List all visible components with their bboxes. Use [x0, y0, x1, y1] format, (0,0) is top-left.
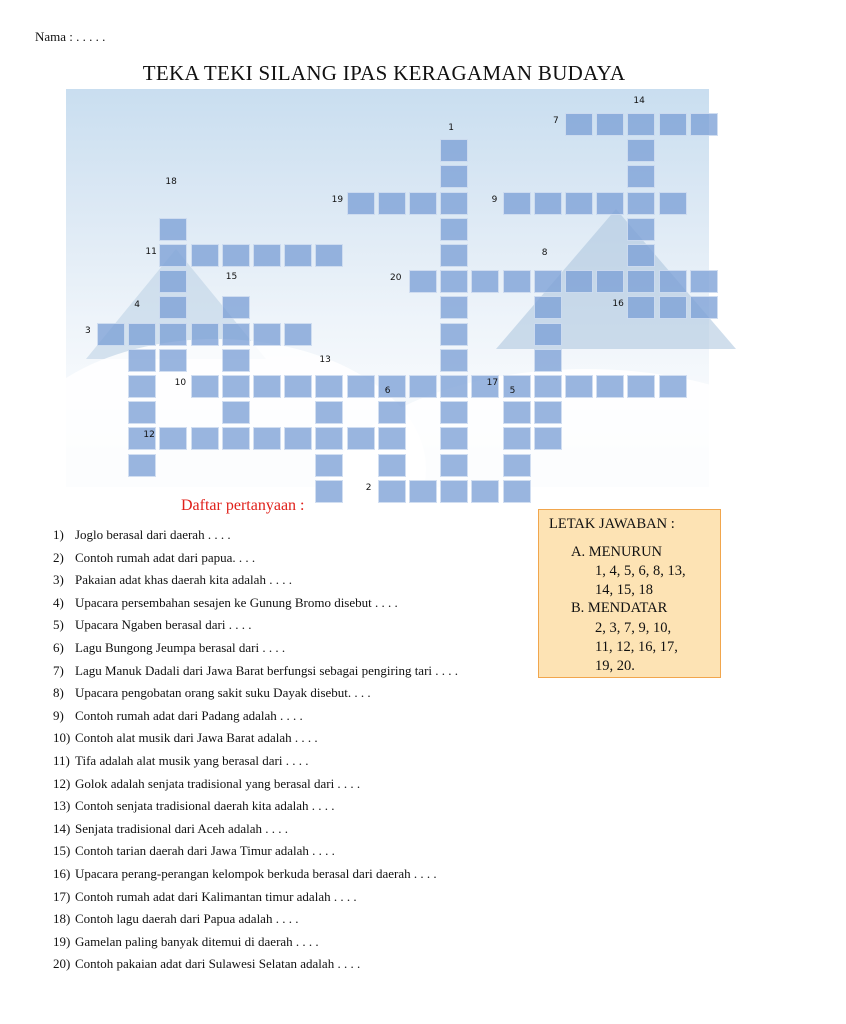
crossword-cell[interactable]	[253, 375, 281, 398]
question-number: 10)	[53, 730, 71, 746]
crossword-cell[interactable]	[503, 192, 531, 215]
question-text: Upacara Ngaben berasal dari . . . .	[75, 617, 252, 633]
crossword-cell[interactable]	[315, 427, 343, 450]
clue-number-14: 14	[633, 96, 645, 106]
crossword-cell[interactable]	[627, 113, 655, 136]
question-item	[53, 798, 335, 814]
question-number: 1)	[53, 527, 64, 542]
question-number: 19)	[53, 933, 71, 949]
question-item	[53, 595, 398, 611]
crossword-cell[interactable]	[471, 480, 499, 503]
crossword-cell[interactable]	[534, 270, 562, 293]
clue-number-4: 4	[134, 300, 140, 311]
crossword-cell[interactable]	[222, 427, 250, 450]
clue-number-2: 2	[365, 482, 372, 493]
across-values-line-3: 19, 20.	[595, 658, 635, 674]
crossword-cell[interactable]	[378, 401, 406, 424]
across-values-line-1: 2, 3, 7, 9, 10,	[595, 620, 672, 636]
crossword-cell[interactable]	[222, 401, 250, 424]
question-text: Contoh pakaian adat dari Sulawesi Selatan adalah . . . .	[75, 956, 361, 972]
clue-number-19: 19	[331, 194, 344, 205]
question-text: Contoh tarian daerah dari Jawa Timur adalah . . . .	[75, 843, 335, 859]
question-number: 7)	[53, 662, 64, 678]
question-item	[53, 572, 292, 588]
crossword-cell[interactable]	[503, 454, 531, 477]
crossword-cell[interactable]	[409, 270, 437, 293]
crossword-cell[interactable]	[596, 113, 624, 136]
clue-number-20: 20	[390, 273, 402, 284]
crossword-cell[interactable]	[627, 244, 655, 267]
question-number: 13)	[53, 798, 71, 814]
question-number: 4)	[53, 594, 64, 610]
crossword-cell[interactable]	[378, 480, 406, 503]
crossword-cell[interactable]	[440, 270, 468, 293]
question-number: 11)	[53, 753, 70, 768]
clue-number-16: 16	[612, 299, 624, 310]
clue-number-18: 18	[165, 176, 177, 187]
crossword-cell[interactable]	[159, 323, 187, 346]
question-text: Upacara perang-perangan kelompok berkuda berasal dari daerah . . . .	[75, 866, 437, 881]
crossword-cell[interactable]	[534, 427, 562, 450]
crossword-cell[interactable]	[222, 323, 250, 346]
down-values-line-2: 14, 15, 18	[595, 582, 653, 598]
question-number: 2)	[53, 549, 64, 565]
crossword-cell[interactable]	[284, 244, 312, 267]
answer-key-box	[538, 509, 721, 678]
question-number: 20)	[53, 956, 71, 972]
clue-number-8: 8	[541, 248, 548, 258]
down-label: A. MENURUN	[571, 544, 663, 560]
crossword-cell[interactable]	[534, 192, 562, 215]
crossword-cell[interactable]	[284, 375, 312, 398]
crossword-cell[interactable]	[128, 454, 156, 477]
down-values-line-1: 1, 4, 5, 6, 8, 13,	[595, 563, 686, 579]
question-text: Contoh rumah adat dari Padang adalah . . . .	[75, 707, 303, 723]
crossword-cell[interactable]	[659, 113, 687, 136]
clue-number-1: 1	[448, 123, 454, 134]
crossword-cell[interactable]	[253, 323, 281, 346]
question-number: 15)	[53, 843, 71, 859]
question-text: Contoh rumah adat dari Kalimantan timur adalah . . . .	[75, 888, 357, 904]
crossword-cell[interactable]	[690, 113, 718, 136]
question-number: 3)	[53, 572, 64, 588]
crossword-cell[interactable]	[191, 375, 219, 398]
crossword-cell[interactable]	[128, 401, 156, 424]
crossword-cell[interactable]	[378, 427, 406, 450]
crossword-cell[interactable]	[159, 270, 187, 293]
question-item	[53, 527, 231, 543]
crossword-cell[interactable]	[627, 165, 655, 188]
crossword-cell[interactable]	[159, 218, 187, 241]
across-label: B. MENDATAR	[571, 600, 668, 616]
question-item	[53, 911, 298, 927]
question-item	[53, 753, 308, 769]
crossword-cell[interactable]	[503, 270, 531, 293]
question-text: Joglo berasal dari daerah . . . .	[75, 527, 231, 542]
question-item	[53, 776, 360, 792]
crossword-cell[interactable]	[596, 270, 624, 293]
question-number: 5)	[53, 617, 64, 633]
crossword-cell[interactable]	[503, 401, 531, 424]
crossword-cell[interactable]	[471, 270, 499, 293]
question-item	[53, 685, 371, 701]
name-field-label: Nama : . . . . .	[35, 29, 106, 44]
question-text: Golok adalah senjata tradisional yang berasal dari . . . .	[75, 775, 361, 791]
across-values-line-2: 11, 12, 16, 17,	[595, 639, 678, 655]
question-text: Contoh rumah adat dari papua. . . .	[75, 549, 256, 565]
crossword-cell[interactable]	[440, 349, 468, 372]
crossword-cell[interactable]	[534, 375, 562, 398]
question-number: 9)	[53, 707, 64, 723]
crossword-cell[interactable]	[222, 244, 250, 267]
question-item	[53, 640, 285, 656]
question-text: Tifa adalah alat musik yang berasal dari . . . .	[75, 753, 309, 768]
crossword-cell[interactable]	[284, 323, 312, 346]
question-number: 16)	[53, 866, 71, 881]
crossword-cell[interactable]	[440, 323, 468, 346]
clue-number-12: 12	[143, 430, 155, 441]
crossword-cell[interactable]	[315, 375, 343, 398]
crossword-cell[interactable]	[659, 270, 687, 293]
crossword-cell[interactable]	[191, 244, 219, 267]
crossword-cell[interactable]	[627, 375, 655, 398]
crossword-cell[interactable]	[690, 296, 718, 319]
crossword-cell[interactable]	[191, 427, 219, 450]
crossword-cell[interactable]	[253, 427, 281, 450]
crossword-cell[interactable]	[627, 139, 655, 162]
crossword-cell[interactable]	[627, 218, 655, 241]
question-number: 12)	[53, 775, 71, 791]
crossword-cell[interactable]	[596, 192, 624, 215]
crossword-cell[interactable]	[534, 323, 562, 346]
clue-number-11: 11	[145, 247, 157, 257]
question-text: Lagu Bungong Jeumpa berasal dari . . . .	[75, 640, 286, 655]
crossword-cell[interactable]	[659, 375, 687, 398]
question-item	[53, 663, 458, 679]
crossword-cell[interactable]	[440, 427, 468, 450]
answer-key-heading: LETAK JAWABAN :	[549, 516, 675, 532]
crossword-cell[interactable]	[440, 192, 468, 215]
crossword-cell[interactable]	[565, 375, 593, 398]
crossword-cell[interactable]	[690, 270, 718, 293]
question-text: Upacara persembahan sesajen ke Gunung Bromo disebut . . . .	[75, 594, 398, 610]
crossword-cell[interactable]	[128, 349, 156, 372]
clue-number-3: 3	[85, 325, 91, 336]
crossword-cell[interactable]	[596, 375, 624, 398]
crossword-cell[interactable]	[159, 349, 187, 372]
crossword-cell[interactable]	[284, 427, 312, 450]
crossword-cell[interactable]	[128, 323, 156, 346]
crossword-cell[interactable]	[565, 192, 593, 215]
crossword-cell[interactable]	[378, 375, 406, 398]
question-number: 8)	[53, 685, 64, 701]
crossword-cell[interactable]	[565, 113, 593, 136]
clue-number-5: 5	[509, 386, 516, 397]
question-number: 14)	[53, 820, 71, 836]
crossword-cell[interactable]	[378, 454, 406, 477]
crossword-cell[interactable]	[534, 296, 562, 319]
crossword-cell[interactable]	[191, 323, 219, 346]
question-item	[53, 889, 357, 905]
crossword-cell[interactable]	[565, 270, 593, 293]
crossword-cell[interactable]	[503, 427, 531, 450]
crossword-cell[interactable]	[534, 349, 562, 372]
crossword-cell[interactable]	[315, 244, 343, 267]
crossword-cell[interactable]	[503, 480, 531, 503]
crossword-cell[interactable]	[347, 375, 375, 398]
crossword-cell[interactable]	[222, 296, 250, 319]
question-text: Contoh senjata tradisional daerah kita adalah . . . .	[75, 798, 335, 814]
crossword-cell[interactable]	[440, 244, 468, 267]
crossword-cell[interactable]	[315, 480, 343, 503]
page-title: TEKA TEKI SILANG IPAS KERAGAMAN BUDAYA	[142, 61, 626, 85]
question-text: Contoh lagu daerah dari Papua adalah . . . .	[75, 911, 299, 927]
question-item	[53, 956, 360, 972]
crossword-cell[interactable]	[409, 480, 437, 503]
crossword-cell[interactable]	[627, 192, 655, 215]
crossword-grid	[66, 89, 709, 493]
crossword-cell[interactable]	[222, 349, 250, 372]
crossword-cell[interactable]	[347, 192, 375, 215]
crossword-cell[interactable]	[440, 480, 468, 503]
crossword-cell[interactable]	[440, 139, 468, 162]
question-text: Upacara pengobatan orang sakit suku Dayak disebut. . . .	[75, 685, 371, 701]
crossword-cell[interactable]	[347, 427, 375, 450]
question-text: Contoh alat musik dari Jawa Barat adalah . . . .	[75, 730, 318, 746]
question-item	[53, 708, 303, 724]
crossword-cell[interactable]	[159, 296, 187, 319]
clue-number-10: 10	[174, 378, 187, 388]
crossword-cell[interactable]	[128, 375, 156, 398]
questions-heading: Daftar pertanyaan :	[181, 497, 305, 514]
clue-number-9: 9	[491, 194, 498, 205]
question-number: 6)	[53, 640, 64, 655]
question-text: Senjata tradisional dari Aceh adalah . . . .	[75, 820, 288, 836]
clue-number-17: 17	[486, 378, 499, 388]
crossword-cell[interactable]	[627, 296, 655, 319]
crossword-cell[interactable]	[440, 454, 468, 477]
crossword-cell[interactable]	[627, 270, 655, 293]
crossword-cell[interactable]	[440, 218, 468, 241]
question-number: 17)	[53, 888, 71, 904]
crossword-cell[interactable]	[315, 454, 343, 477]
question-text: Gamelan paling banyak ditemui di daerah . . . .	[75, 933, 319, 949]
question-item	[53, 866, 437, 882]
question-item	[53, 843, 335, 859]
clue-number-6: 6	[384, 386, 391, 397]
crossword-cell[interactable]	[659, 192, 687, 215]
question-item	[53, 550, 255, 566]
question-text: Pakaian adat khas daerah kita adalah . . . .	[75, 572, 292, 588]
crossword-cell[interactable]	[222, 375, 250, 398]
clue-number-15: 15	[225, 272, 238, 283]
crossword-cell[interactable]	[440, 165, 468, 188]
question-item	[53, 730, 318, 746]
crossword-cell[interactable]	[159, 427, 187, 450]
crossword-cell[interactable]	[503, 375, 531, 398]
question-text: Lagu Manuk Dadali dari Jawa Barat berfungsi sebagai pengiring tari . . . .	[75, 662, 459, 678]
crossword-cell[interactable]	[440, 375, 468, 398]
clue-number-7: 7	[553, 116, 559, 126]
question-number: 18)	[53, 911, 71, 927]
crossword-cell[interactable]	[409, 375, 437, 398]
crossword-cell[interactable]	[659, 296, 687, 319]
question-item	[53, 821, 288, 837]
crossword-cell[interactable]	[253, 244, 281, 267]
crossword-cell[interactable]	[378, 192, 406, 215]
crossword-cell[interactable]	[315, 401, 343, 424]
clue-number-13: 13	[319, 354, 331, 365]
crossword-cell[interactable]	[409, 192, 437, 215]
crossword-cell[interactable]	[97, 323, 125, 346]
crossword-cell[interactable]	[159, 244, 187, 267]
crossword-cell[interactable]	[440, 296, 468, 319]
crossword-cell[interactable]	[534, 401, 562, 424]
question-item	[53, 617, 252, 633]
crossword-cell[interactable]	[440, 401, 468, 424]
question-item	[53, 934, 319, 950]
